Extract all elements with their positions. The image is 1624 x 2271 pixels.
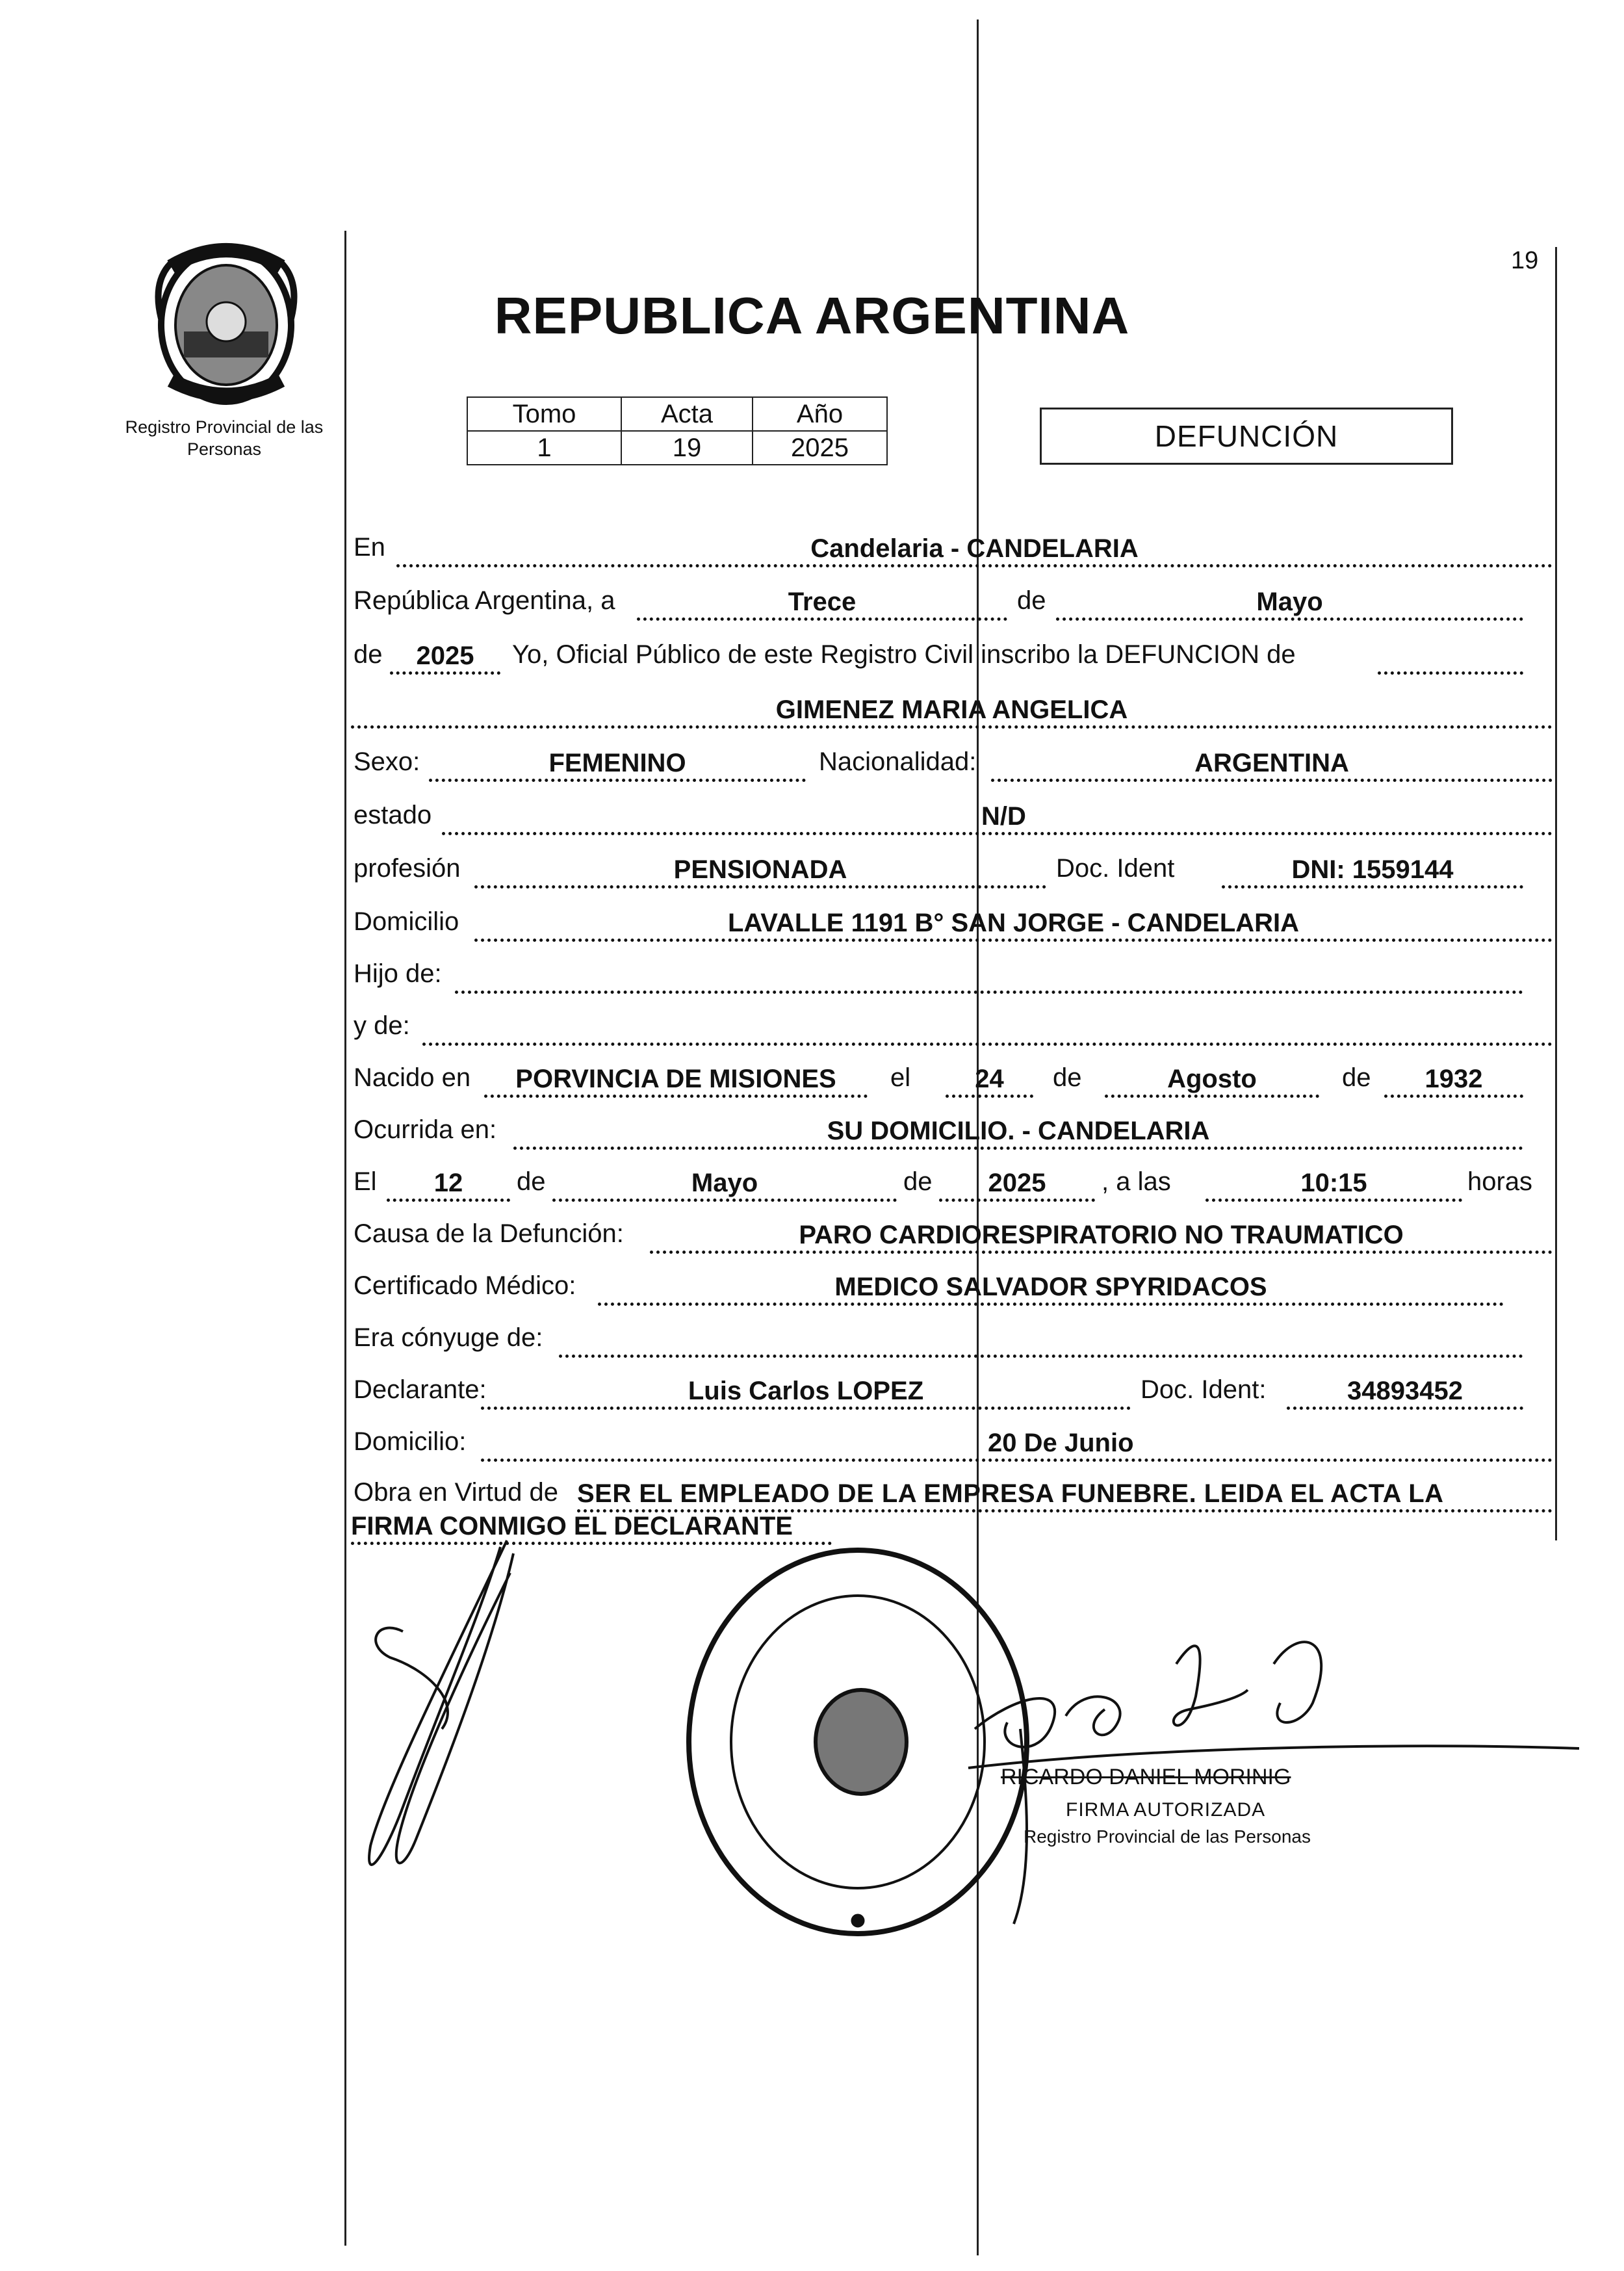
registry-label: Registro Provincial de las Personas — [125, 417, 324, 459]
sexo-value: FEMENINO — [429, 747, 806, 782]
el-label: el — [890, 1063, 911, 1092]
domicilio2-value: 20 De Junio — [481, 1427, 1553, 1462]
obra-value-line2: FIRMA CONMIGO EL DECLARANTE — [351, 1511, 832, 1545]
profesion-value: PENSIONADA — [474, 854, 1046, 889]
document-title: REPUBLICA ARGENTINA — [494, 287, 1130, 344]
anio-value: 2025 — [753, 431, 887, 465]
nac-anio: 1932 — [1384, 1063, 1523, 1098]
nacido-value: PORVINCIA DE MISIONES — [484, 1063, 868, 1098]
hijo-label: Hijo de: — [354, 959, 442, 988]
def-hora: 10:15 — [1205, 1167, 1462, 1202]
de-label-3: de — [1053, 1063, 1082, 1092]
anio-inscripcion: 2025 — [390, 640, 500, 675]
def-anio: 2025 — [939, 1167, 1095, 1202]
doc-ident-label: Doc. Ident — [1056, 854, 1175, 883]
declarante-value: Luis Carlos LOPEZ — [481, 1375, 1131, 1410]
en-value: Candelaria - CANDELARIA — [396, 533, 1553, 567]
obra-value-line1: SER EL EMPLEADO DE LA EMPRESA FUNEBRE. LEIDA EL ACTA LA — [577, 1478, 1553, 1512]
official-role: FIRMA AUTORIZADA — [1066, 1799, 1266, 1821]
doc-ident-value: DNI: 1559144 — [1222, 854, 1523, 889]
horas-label: horas — [1467, 1167, 1533, 1196]
conyuge-label: Era cónyuge de: — [354, 1323, 543, 1352]
declarante-label: Declarante: — [354, 1375, 487, 1404]
causa-label: Causa de la Defunción: — [354, 1219, 624, 1248]
nacionalidad-value: ARGENTINA — [991, 747, 1553, 782]
yde-value — [422, 1011, 1553, 1046]
republica-label: República Argentina, a — [354, 586, 615, 615]
def-mes: Mayo — [552, 1167, 897, 1202]
deceased-name: GIMENEZ MARIA ANGELICA — [351, 694, 1553, 729]
nacido-label: Nacido en — [354, 1063, 471, 1092]
sexo-label: Sexo: — [354, 747, 420, 776]
nac-mes: Agosto — [1105, 1063, 1319, 1098]
doc-ident2-label: Doc. Ident: — [1141, 1375, 1267, 1404]
tomo-header: Tomo — [467, 397, 621, 431]
de-label-5: de — [517, 1167, 546, 1196]
alas-label: , a las — [1102, 1167, 1171, 1196]
estado-value: N/D — [442, 801, 1553, 835]
yde-label: y de: — [354, 1011, 410, 1040]
de-label-4: de — [1342, 1063, 1371, 1092]
domicilio2-label: Domicilio: — [354, 1427, 467, 1456]
de-label-6: de — [903, 1167, 933, 1196]
el2-label: El — [354, 1167, 377, 1196]
signature-area — [286, 1534, 1579, 1937]
dia-value: Trece — [637, 586, 1007, 621]
tomo-value: 1 — [467, 431, 621, 465]
obra-label: Obra en Virtud de — [354, 1478, 559, 1507]
nacionalidad-label: Nacionalidad: — [819, 747, 977, 776]
tomo-acta-anio-table — [467, 396, 888, 465]
document-type-box: DEFUNCIÓN — [1040, 408, 1453, 465]
en-label: En — [354, 533, 385, 562]
acta-header: Acta — [621, 397, 753, 431]
domicilio-value: LAVALLE 1191 B° SAN JORGE - CANDELARIA — [474, 907, 1553, 942]
delegation-stamp — [689, 1550, 1027, 1934]
oficial-text: Yo, Oficial Público de este Registro Civil inscribo la DEFUNCION de — [512, 640, 1296, 669]
certificado-label: Certificado Médico: — [354, 1271, 576, 1300]
left-margin-line — [344, 231, 346, 2246]
ocurrida-value: SU DOMICILIO. - CANDELARIA — [513, 1115, 1523, 1150]
official-org: Registro Provincial de las Personas — [1024, 1826, 1311, 1847]
de-label-2: de — [354, 640, 383, 669]
hijo-value — [455, 959, 1523, 994]
nac-dia: 24 — [946, 1063, 1033, 1098]
def-dia: 12 — [387, 1167, 510, 1202]
de-label: de — [1017, 586, 1046, 615]
page-number: 19 — [1511, 247, 1539, 274]
mes-value: Mayo — [1056, 586, 1523, 621]
conyuge-value — [559, 1323, 1523, 1358]
anio-header: Año — [753, 397, 887, 431]
causa-value: PARO CARDIORESPIRATORIO NO TRAUMATICO — [650, 1219, 1553, 1254]
acta-value: 19 — [621, 431, 753, 465]
oficial-blank — [1378, 640, 1523, 675]
right-margin-line — [1555, 247, 1557, 1540]
profesion-label: profesión — [354, 854, 461, 883]
declarante-signature — [369, 1540, 513, 1865]
estado-label: estado — [354, 801, 432, 829]
certificado-value: MEDICO SALVADOR SPYRIDACOS — [598, 1271, 1504, 1306]
official-name: RICARDO DANIEL MORINIG — [1001, 1765, 1291, 1789]
ocurrida-label: Ocurrida en: — [354, 1115, 497, 1144]
domicilio-label: Domicilio — [354, 907, 459, 936]
doc-ident2-value: 34893452 — [1287, 1375, 1523, 1410]
